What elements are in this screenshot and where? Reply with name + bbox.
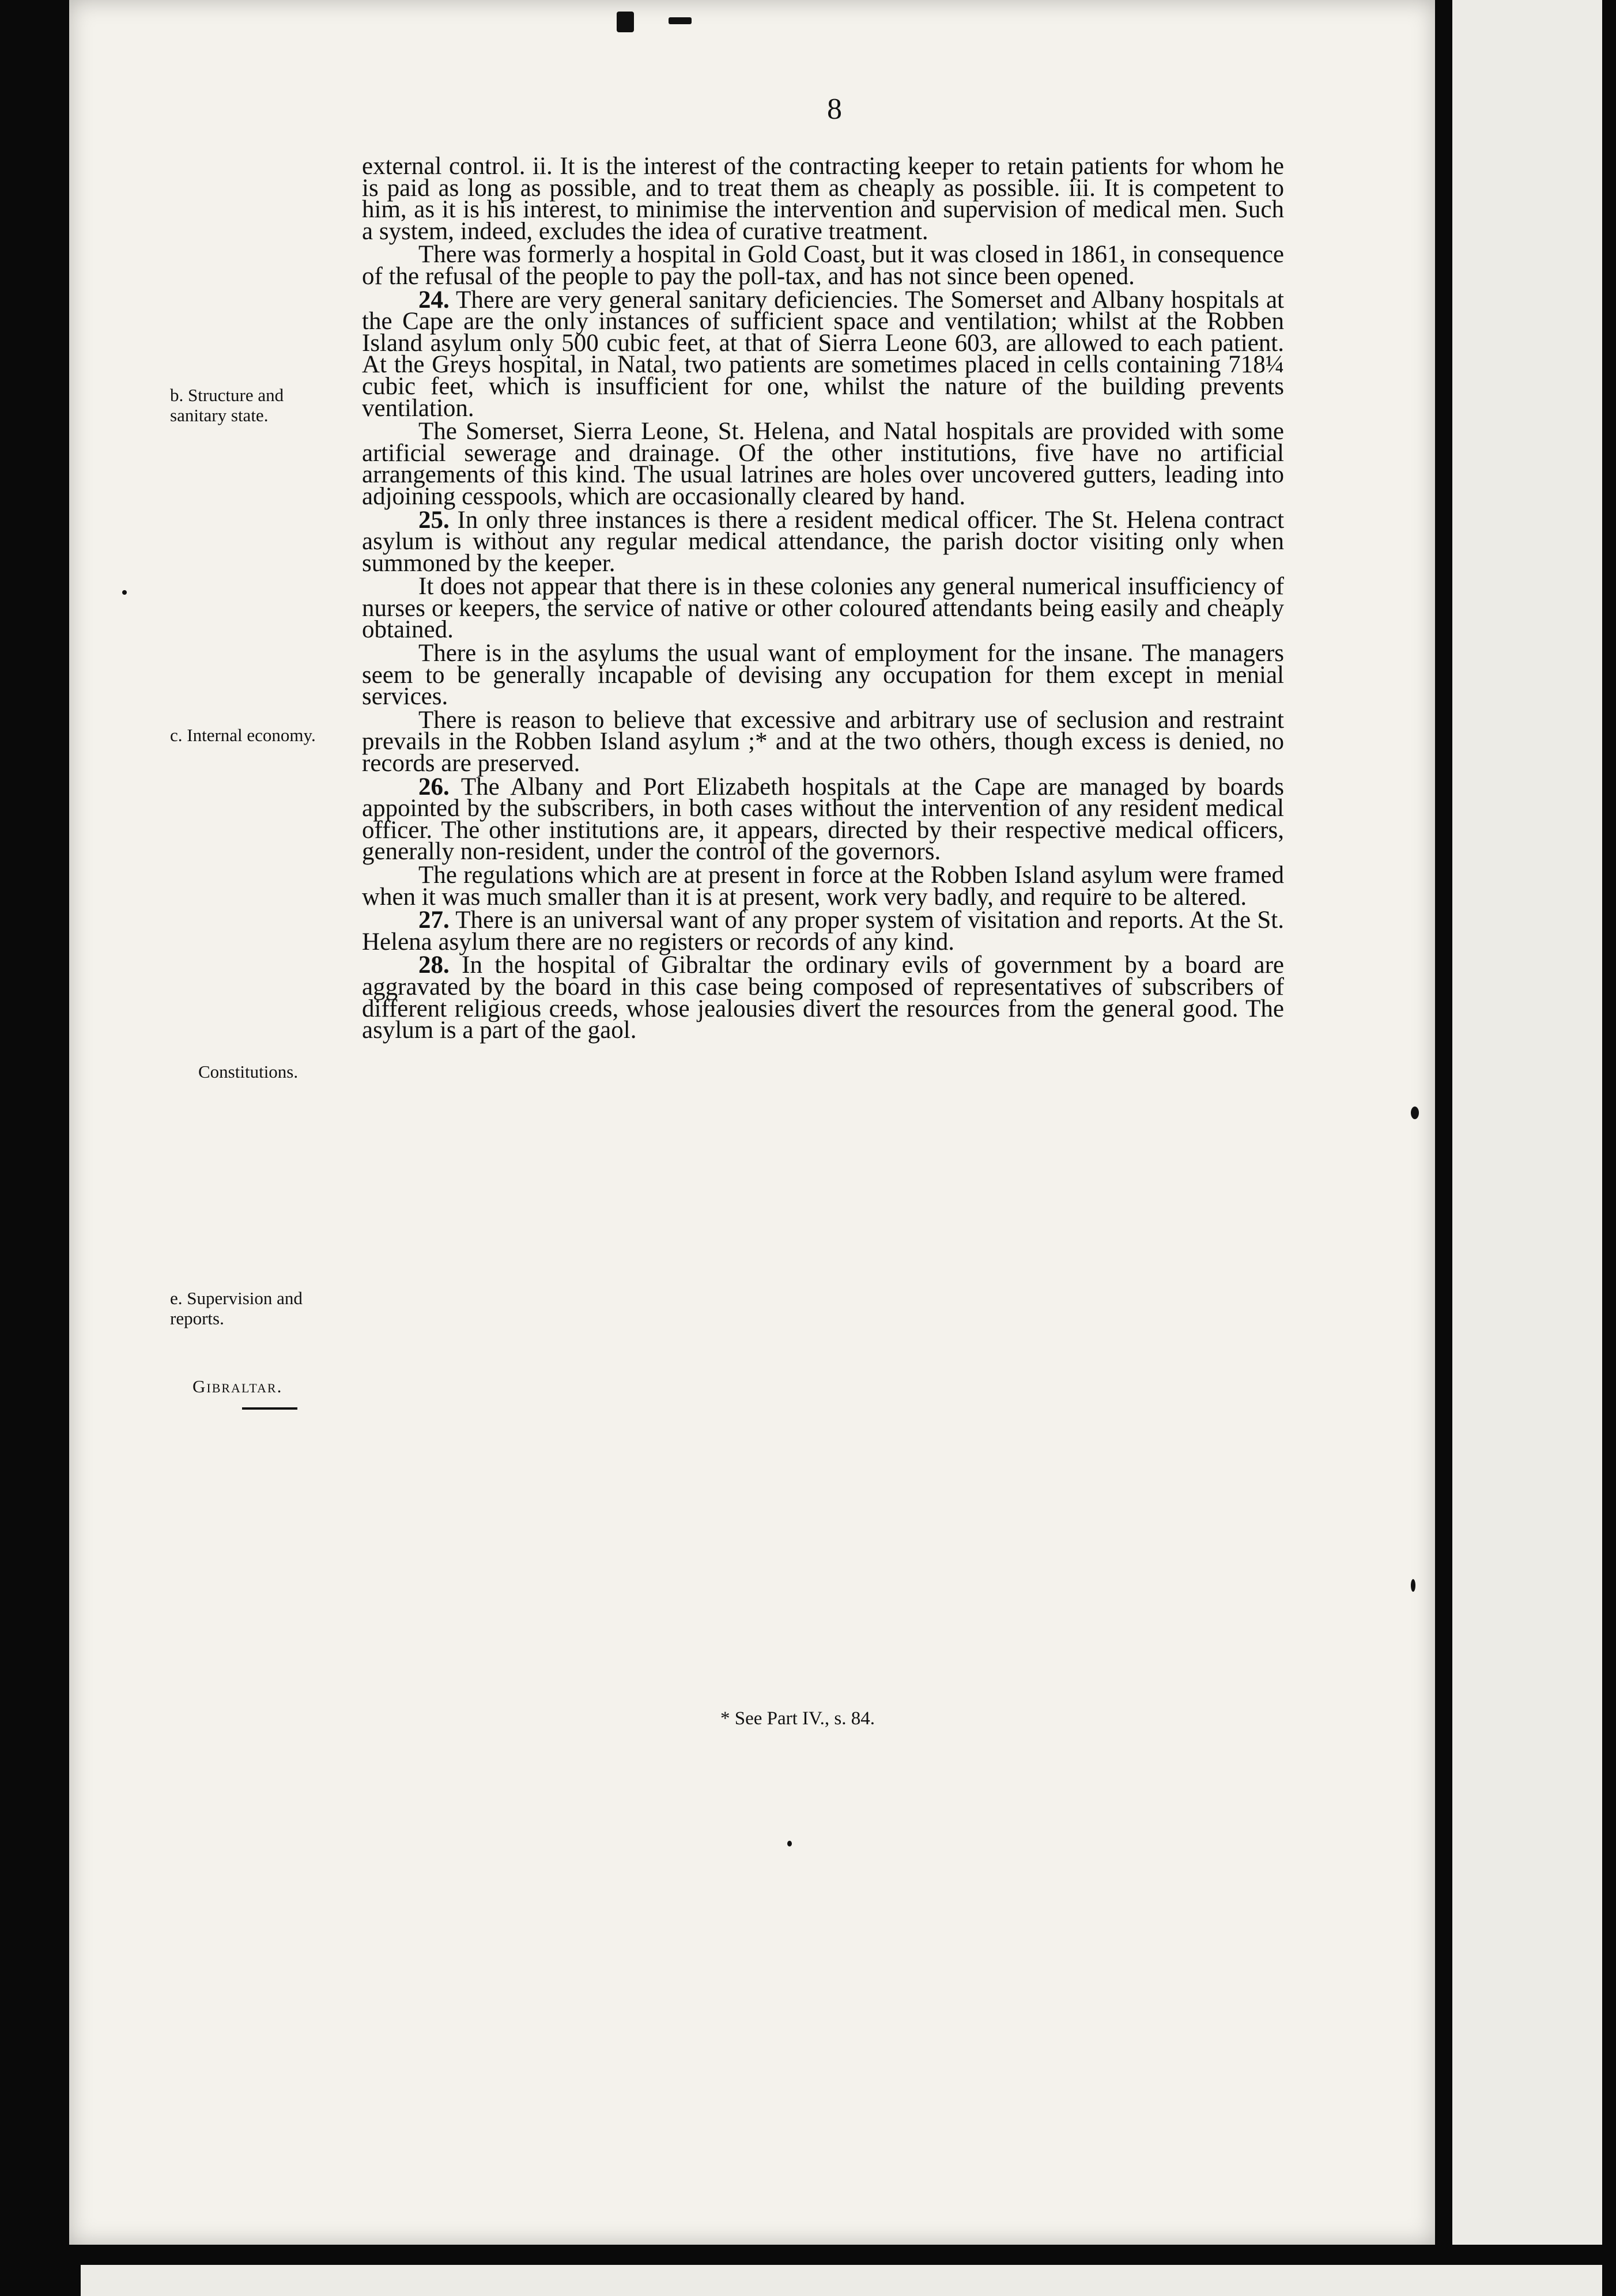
bottom-page-edge xyxy=(81,2265,1602,2296)
scan-speck xyxy=(1411,1579,1415,1592)
section-number: 25. xyxy=(418,506,450,534)
paragraph: The regulations which are at present in force at the Robben Island asylum were framed when it was much smaller than it is at present, work very badly, and require to be altered. xyxy=(362,862,1284,911)
body-text xyxy=(362,153,1285,1044)
scan-speck xyxy=(669,17,692,24)
footnote: * See Part IV., s. 84. xyxy=(720,1708,875,1729)
margin-note-supervision: e. Supervision and reports. xyxy=(170,1288,303,1328)
paragraph: There is reason to believe that excessive and arbitrary use of seclusion and restraint prevails in the Robben Island asylum ;* and at the two others, though excess is denied, no records are preserved. xyxy=(362,706,1284,777)
section-number: 24. xyxy=(418,286,450,314)
margin-note-internal-economy: c. Internal economy. xyxy=(170,725,316,745)
margin-note-gibraltar: Gibraltar. xyxy=(192,1376,283,1396)
paragraph: 28. In the hospital of Gibraltar the ordinary evils of government by a board are aggravated by the board in this case being composed of representatives of subscribers of different religious creeds, whose jealousies divert the resources from the general good. The asylum is a part of the gaol. xyxy=(362,951,1284,1044)
paragraph: There is in the asylums the usual want of employment for the insane. The managers seem to be generally incapable of devising any occupation for them except in menial services. xyxy=(362,640,1284,711)
paragraph: 26. The Albany and Port Elizabeth hospitals at the Cape are managed by boards appointed by the subscribers, in both cases without the intervention of any resident medical officer. The other institutions are, it appears, directed by their respective medical officers, generally non-resident, under the control of the governors. xyxy=(362,773,1284,866)
paragraph: 27. There is an universal want of any proper system of visitation and reports. At the St. Helena asylum there are no registers or records of any kind. xyxy=(362,907,1284,956)
margin-note-constitutions: Constitutions. xyxy=(198,1062,299,1082)
gibraltar-rule xyxy=(242,1407,297,1410)
scan-speck xyxy=(1411,1107,1419,1119)
scan-speck xyxy=(122,590,127,595)
paragraph: 24. There are very general sanitary deficiencies. The Somerset and Albany hospitals at the Cape are the only instances of sufficient space and ventilation; whilst at the Robben Island asylum only 500 cubic feet, at that of Sierra Leone 603, are allowed to each patient. At the Greys hospital, in Natal, two patients are sometimes placed in cells containing 718¼ cubic feet, which is insufficient for one, whilst the nature of the building prevents ventilation. xyxy=(362,286,1284,422)
paragraph: external control. ii. It is the interest of the contracting keeper to retain patients for whom he is paid as long as possible, and to treat them as cheaply as possible. iii. It is competent to him, as it is his interest, to minimise the intervention and supervision of medical men. Such a system, indeed, excludes the idea of curative treatment. xyxy=(362,153,1284,245)
section-number: 26. xyxy=(418,773,450,800)
adjacent-page-edge xyxy=(1452,0,1602,2245)
scan-speck xyxy=(787,1841,792,1846)
paragraph: The Somerset, Sierra Leone, St. Helena, and Natal hospitals are provided with some artificial sewerage and drainage. Of the other institutions, five have no artificial arrangements of this kind. The usual latrines are holes over uncovered gutters, leading into adjoining cesspools, which are occasionally cleared by hand. xyxy=(362,418,1284,510)
section-number: 27. xyxy=(418,907,450,934)
scan-speck xyxy=(617,12,634,32)
section-number: 28. xyxy=(418,951,450,979)
paragraph: 25. In only three instances is there a resident medical officer. The St. Helena contract asylum is without any regular medical attendance, the parish doctor visiting only when summoned by the keeper. xyxy=(362,506,1285,577)
page-number: 8 xyxy=(827,93,842,126)
margin-note-structure: b. Structure and sanitary state. xyxy=(170,385,284,425)
paragraph: There was formerly a hospital in Gold Coast, but it was closed in 1861, in consequence of the refusal of the people to pay the poll-tax, and has not since been opened. xyxy=(362,241,1284,290)
paragraph: It does not appear that there is in these colonies any general numerical insufficiency of nurses or keepers, the service of native or other coloured attendants being easily and cheaply obtained. xyxy=(362,573,1284,644)
